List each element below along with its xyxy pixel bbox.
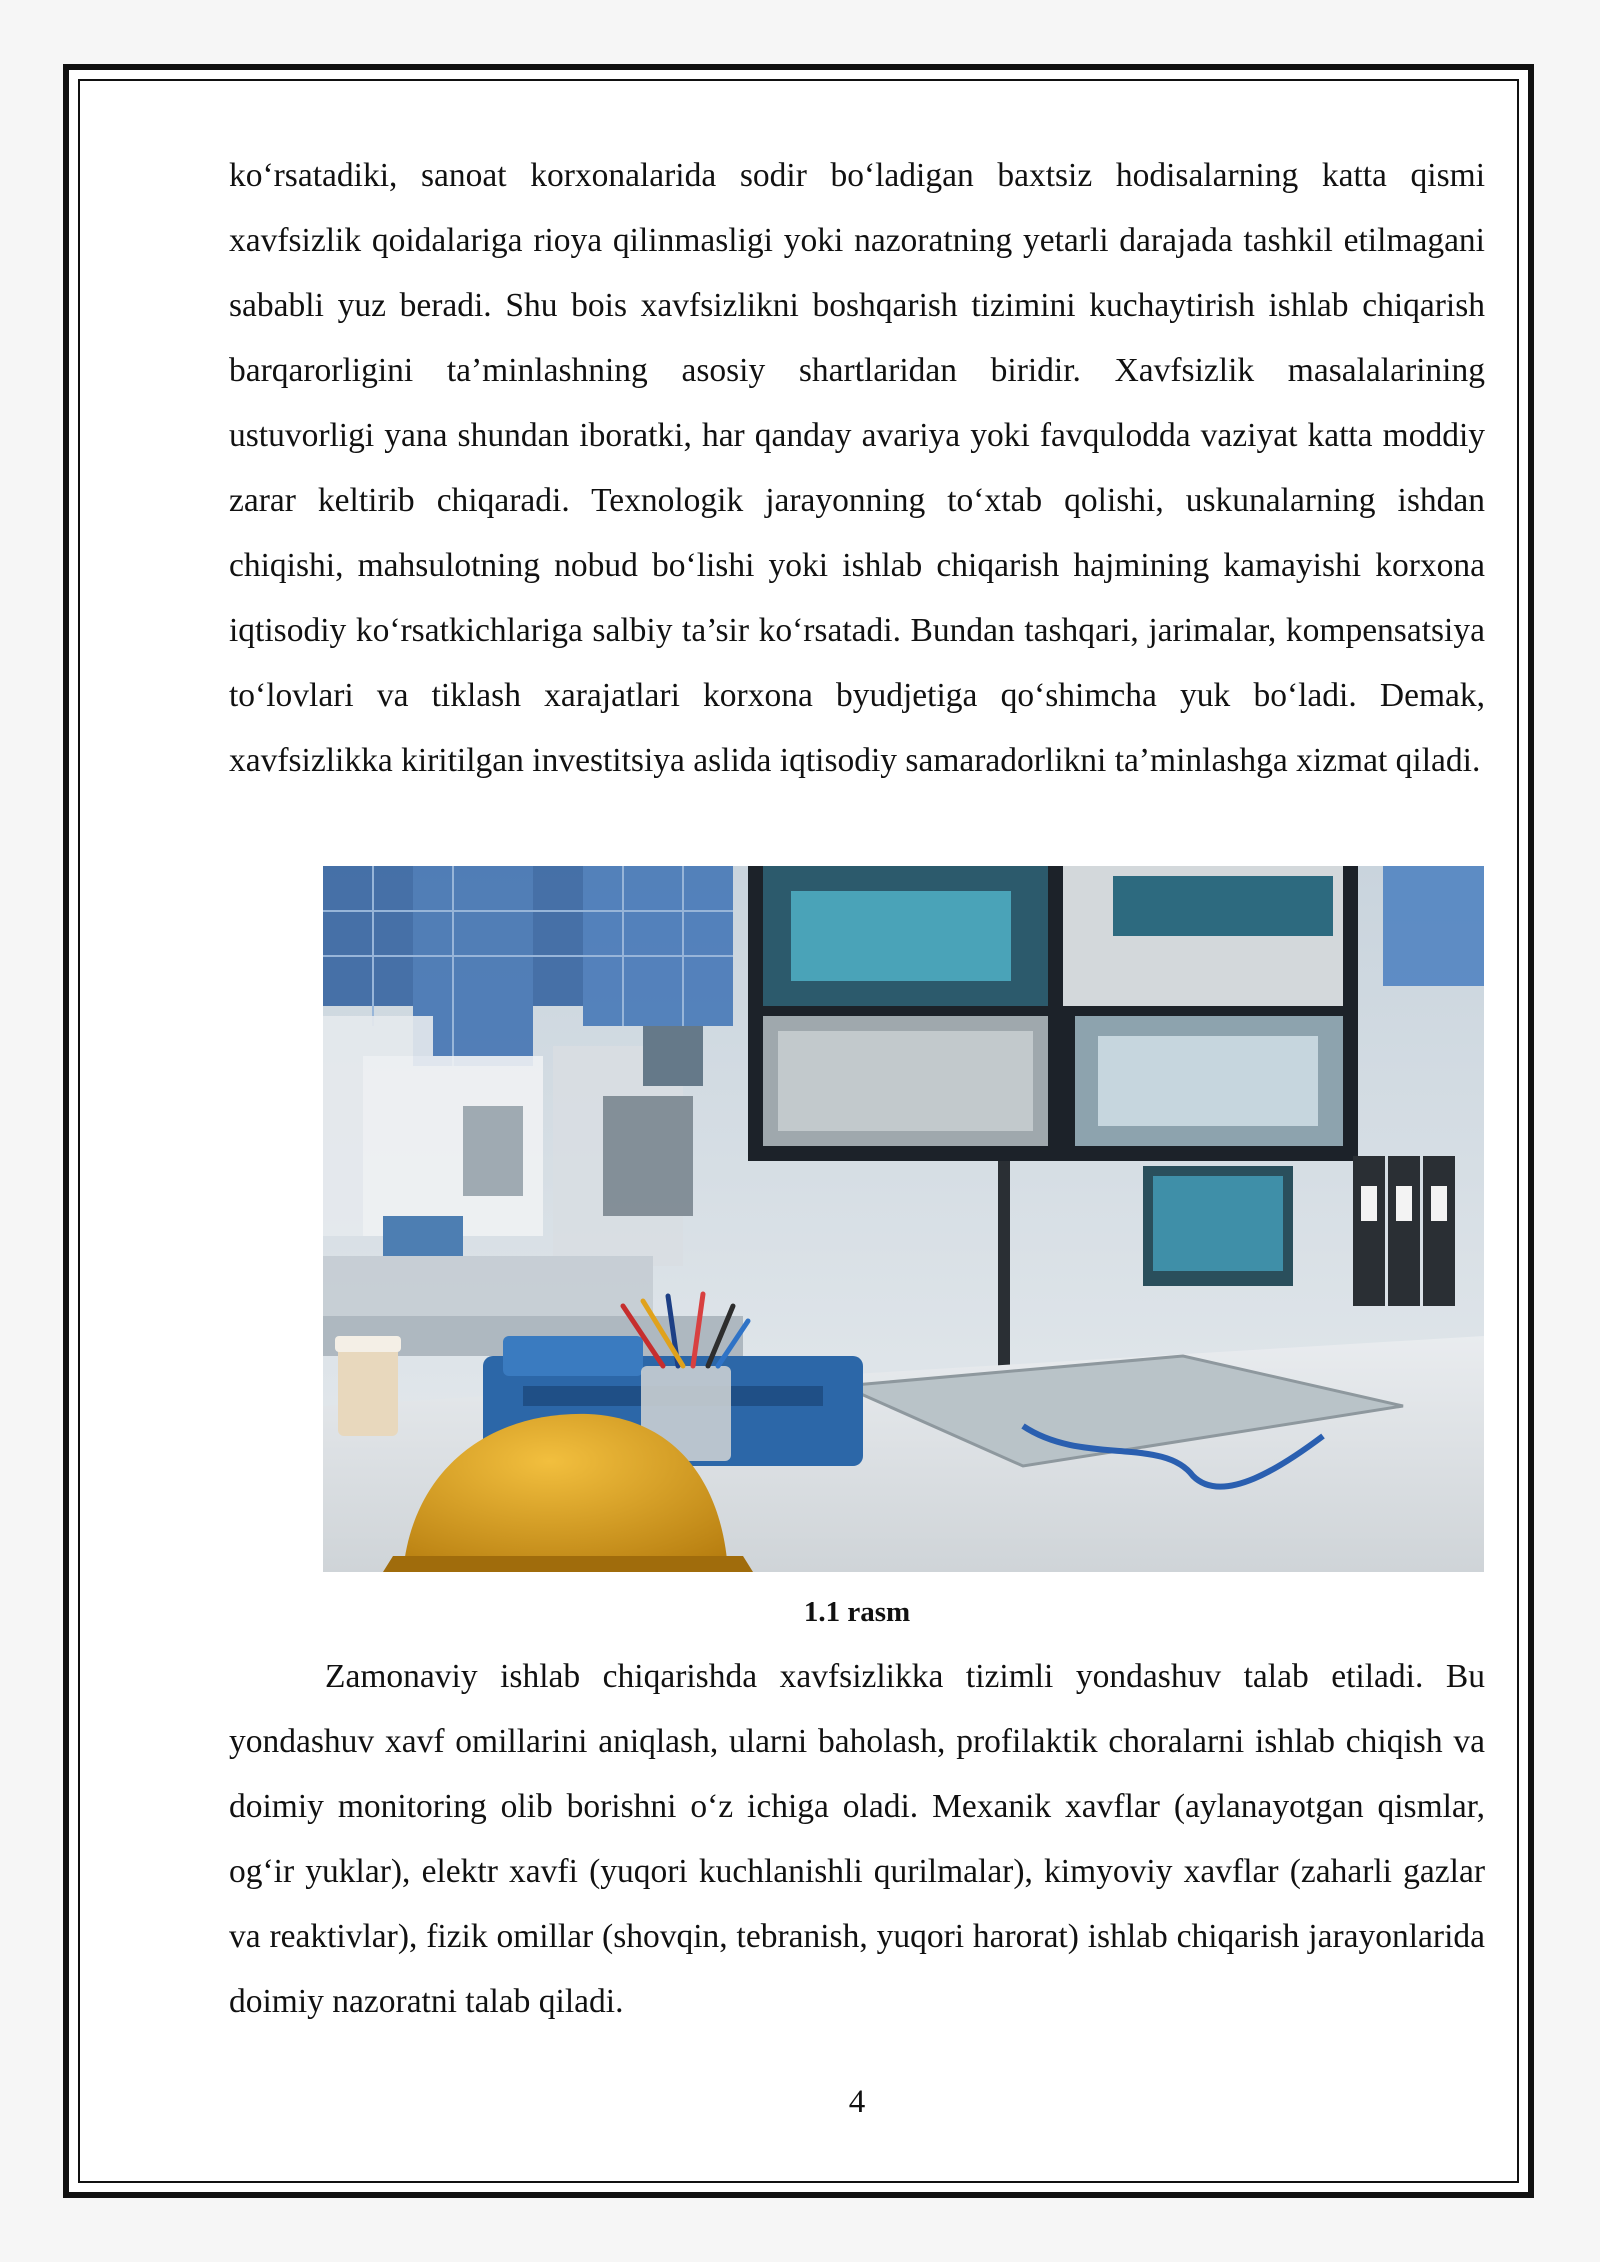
body-paragraph-1: ko‘rsatadiki, sanoat korxonalarida sodir bo‘ladigan baxtsiz hodisalarning katta qismi xavfsizlik qoidalariga rioya qilinmasligi yoki nazoratning yetarli darajada tashkil etilmagani sababli yuz beradi. Shu bois xavfsizlikni boshqarish tizimini kuchaytirish ishlab chiqarish barqarorligini ta’minlashning asosiy shartlaridan biridir. Xavfsizlik masalalarining ustuvorligi yana shundan iboratki, har qanday avariya yoki favqulodda vaziyat katta moddiy zarar keltirib chiqaradi. Texnologik jarayonning to‘xtab qolishi, uskunalarning ishdan chiqishi, mahsulotning nobud bo‘lishi yoki ishlab chiqarish hajmining kamayishi korxona iqtisodiy ko‘rsatkichlariga salbiy ta’sir ko‘rsatadi. Bundan tashqari, jarimalar, kompensatsiya to‘lovlari va tiklash xarajatlari korxona byudjetiga qo‘shimcha yuk bo‘ladi. Demak, xavfsizlikka kiritilgan investitsiya aslida iqtisodiy samaradorlikni ta’minlashga xizmat qiladi. xyxy=(229,157,1485,779)
figure-caption: 1.1 rasm xyxy=(803,1596,911,1628)
figure-image xyxy=(323,866,1484,1572)
body-paragraph-2: Zamonaviy ishlab chiqarishda xavfsizlikka tizimli yondashuv talab etiladi. Bu yondashuv xavf omillarini aniqlash, ularni baholash, profilaktik choralarni ishlab chiqish va doimiy monitoring olib borishni o‘z ichiga oladi. Mexanik xavflar (aylanayotgan qismlar, og‘ir yuklar), elektr xavfi (yuqori kuchlanishli qurilmalar), kimyoviy xavflar (zaharli gazlar va reaktivlar), fizik omillar (shovqin, tebranish, yuqori harorat) ishlab chiqarish jarayonlarida doimiy nazoratni talab qiladi. xyxy=(229,1658,1485,2020)
page-number: 4 xyxy=(848,2084,866,2120)
factory-control-room-photo xyxy=(323,866,1484,1572)
binders xyxy=(1353,1156,1455,1306)
